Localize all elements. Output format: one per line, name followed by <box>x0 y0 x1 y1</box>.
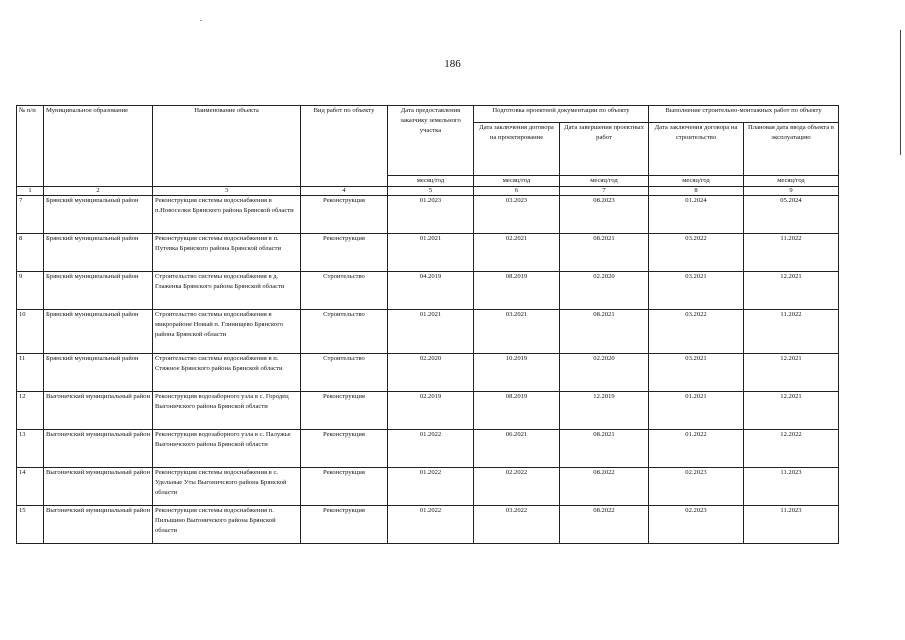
row-design-contract: 03.2023 <box>474 196 560 234</box>
row-municipality: Брянский муниципальный район <box>44 234 153 272</box>
row-commissioning: 12.2021 <box>744 392 839 430</box>
header-design-group: Подготовка проектной документации по объекту <box>474 106 649 123</box>
unit-label: месяц/год <box>560 176 649 187</box>
column-number-row <box>17 187 839 196</box>
row-design-finish: 12.2019 <box>560 392 649 430</box>
row-commissioning: 12.2021 <box>744 354 839 392</box>
row-object: Строительство системы водоснабжения в микрорайоне Новый п. Глинищево Брянского района Брянской области <box>153 310 301 354</box>
row-design-contract: 02.2022 <box>474 468 560 506</box>
row-design-contract: 03.2022 <box>474 506 560 544</box>
row-num: 12 <box>17 392 44 430</box>
row-design-finish: 08.2023 <box>560 196 649 234</box>
row-land-date: 01.2021 <box>388 310 474 354</box>
row-municipality: Выгоничский муниципальный район <box>44 392 153 430</box>
table-header <box>17 106 839 196</box>
row-design-finish: 08.2021 <box>560 234 649 272</box>
row-design-finish: 08.2021 <box>560 430 649 468</box>
column-number: 5 <box>388 187 474 196</box>
row-land-date: 04.2019 <box>388 272 474 310</box>
table-row <box>17 468 839 506</box>
row-object: Строительство системы водоснабжения в д. Глаженка Брянского района Брянской области <box>153 272 301 310</box>
page-number: 186 <box>444 58 461 70</box>
unit-label: месяц/год <box>474 176 560 187</box>
row-build-contract: 02.2023 <box>649 506 744 544</box>
row-object: Реконструкция системы водоснабжения в п.Новоселки Брянского района Брянской области <box>153 196 301 234</box>
row-municipality: Выгоничский муниципальный район <box>44 506 153 544</box>
row-land-date: 01.2022 <box>388 506 474 544</box>
row-land-date: 01.2022 <box>388 430 474 468</box>
row-object: Реконструкция системы водоснабжения п. Пильшино Выгоничского района Брянской области <box>153 506 301 544</box>
table-row <box>17 234 839 272</box>
row-work-type: Строительство <box>301 272 388 310</box>
row-build-contract: 01.2022 <box>649 430 744 468</box>
row-municipality: Брянский муниципальный район <box>44 310 153 354</box>
header-design-finish: Дата завершения проектных работ <box>560 123 649 176</box>
row-land-date: 02.2020 <box>388 354 474 392</box>
row-commissioning: 12.2021 <box>744 272 839 310</box>
row-land-date: 01.2022 <box>388 468 474 506</box>
scan-speck <box>200 20 202 21</box>
row-municipality: Брянский муниципальный район <box>44 272 153 310</box>
row-build-contract: 03.2021 <box>649 354 744 392</box>
row-land-date: 01.2021 <box>388 234 474 272</box>
row-build-contract: 02.2023 <box>649 468 744 506</box>
row-work-type: Реконструкция <box>301 430 388 468</box>
row-municipality: Брянский муниципальный район <box>44 354 153 392</box>
row-design-contract: 02.2021 <box>474 234 560 272</box>
row-design-contract: 08.2019 <box>474 272 560 310</box>
row-num: 11 <box>17 354 44 392</box>
column-number: 7 <box>560 187 649 196</box>
unit-label: месяц/год <box>744 176 839 187</box>
row-build-contract: 03.2021 <box>649 272 744 310</box>
row-object: Реконструкция водозаборного узла в с. Палужье Выгоничского района Брянской области <box>153 430 301 468</box>
row-build-contract: 03.2022 <box>649 310 744 354</box>
row-municipality: Выгоничский муниципальный район <box>44 430 153 468</box>
header-build-group: Выполнение строительно-монтажных работ по объекту <box>649 106 839 123</box>
row-num: 10 <box>17 310 44 354</box>
row-commissioning: 05.2024 <box>744 196 839 234</box>
table-row <box>17 392 839 430</box>
row-num: 8 <box>17 234 44 272</box>
row-commissioning: 12.2022 <box>744 430 839 468</box>
row-design-finish: 08.2022 <box>560 506 649 544</box>
row-work-type: Реконструкция <box>301 468 388 506</box>
header-work-type: Вид работ по объекту <box>301 106 388 187</box>
row-municipality: Выгоничский муниципальный район <box>44 468 153 506</box>
column-number: 6 <box>474 187 560 196</box>
row-work-type: Реконструкция <box>301 234 388 272</box>
row-design-finish: 08.2022 <box>560 468 649 506</box>
row-work-type: Реконструкция <box>301 196 388 234</box>
header-design-contract: Дата заключения договора на проектирование <box>474 123 560 176</box>
unit-label: месяц/год <box>649 176 744 187</box>
row-num: 15 <box>17 506 44 544</box>
row-design-finish: 02.2020 <box>560 272 649 310</box>
table-body <box>17 196 839 544</box>
row-commissioning: 11.2022 <box>744 234 839 272</box>
row-work-type: Реконструкция <box>301 506 388 544</box>
row-commissioning: 11.2022 <box>744 310 839 354</box>
header-commissioning: Плановая дата ввода объекта в эксплуатацию <box>744 123 839 176</box>
row-object: Реконструкция системы водоснабжения в с. Удельные Уты Выгоничского района Брянской области <box>153 468 301 506</box>
row-work-type: Строительство <box>301 310 388 354</box>
row-build-contract: 01.2021 <box>649 392 744 430</box>
column-number: 4 <box>301 187 388 196</box>
row-num: 9 <box>17 272 44 310</box>
page-edge-line <box>900 30 901 155</box>
column-number: 2 <box>44 187 153 196</box>
header-build-contract: Дата заключения договора на строительство <box>649 123 744 176</box>
row-design-contract: 08.2019 <box>474 392 560 430</box>
table-row <box>17 272 839 310</box>
header-object-name: Наименование объекта <box>153 106 301 187</box>
row-design-contract: 10.2019 <box>474 354 560 392</box>
row-design-contract: 06.2021 <box>474 430 560 468</box>
table-row <box>17 196 839 234</box>
row-num: 13 <box>17 430 44 468</box>
schedule-table <box>16 105 839 544</box>
row-work-type: Реконструкция <box>301 392 388 430</box>
row-municipality: Брянский муниципальный район <box>44 196 153 234</box>
unit-label: месяц/год <box>388 176 474 187</box>
column-number: 8 <box>649 187 744 196</box>
row-object: Реконструкция системы водоснабжения в п. Путевка Брянского района Брянской области <box>153 234 301 272</box>
table-row <box>17 310 839 354</box>
row-land-date: 02.2019 <box>388 392 474 430</box>
row-object: Строительство системы водоснабжения в п. Стяжное Брянского района Брянской области <box>153 354 301 392</box>
table-row <box>17 506 839 544</box>
row-design-contract: 03.2021 <box>474 310 560 354</box>
row-object: Реконструкция водозаборного узла в с. Городец Выгоничского района Брянской области <box>153 392 301 430</box>
row-build-contract: 03.2022 <box>649 234 744 272</box>
row-design-finish: 02.2020 <box>560 354 649 392</box>
row-design-finish: 08.2021 <box>560 310 649 354</box>
row-commissioning: 11.2023 <box>744 506 839 544</box>
table-row <box>17 430 839 468</box>
header-municipality: Муниципальное образование <box>44 106 153 187</box>
header-num: № п/п <box>17 106 44 187</box>
column-number: 1 <box>17 187 44 196</box>
row-commissioning: 11.2023 <box>744 468 839 506</box>
row-build-contract: 01.2024 <box>649 196 744 234</box>
row-land-date: 01.2023 <box>388 196 474 234</box>
row-num: 14 <box>17 468 44 506</box>
column-number: 3 <box>153 187 301 196</box>
row-work-type: Строительство <box>301 354 388 392</box>
table-row <box>17 354 839 392</box>
row-num: 7 <box>17 196 44 234</box>
header-land-date: Дата предоставления заказчику земельного участка <box>388 106 474 176</box>
column-number: 9 <box>744 187 839 196</box>
